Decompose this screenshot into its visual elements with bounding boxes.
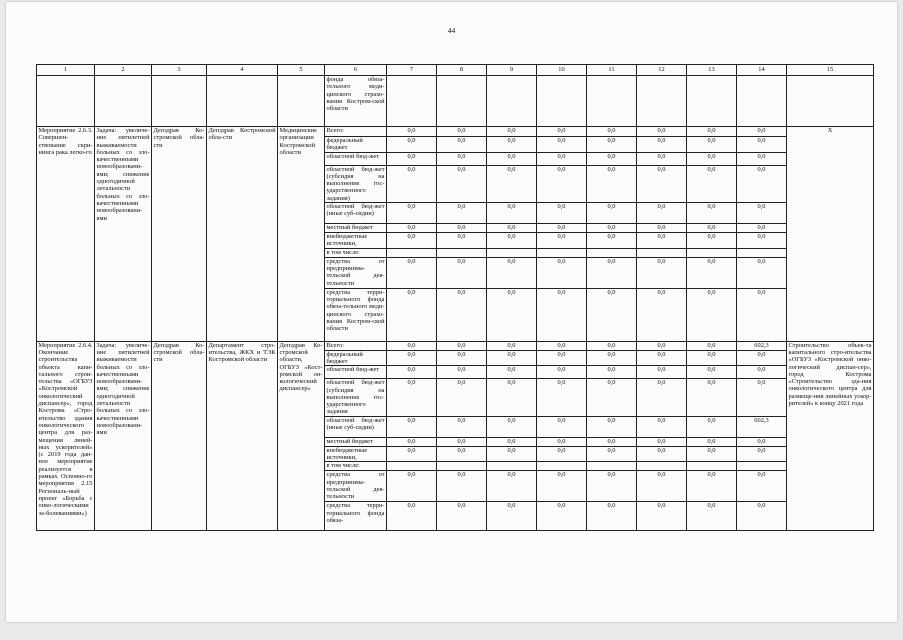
cell-value: 0,0 <box>537 203 587 224</box>
cell-value: 0,0 <box>587 224 637 233</box>
cell-value: 0,0 <box>637 341 687 350</box>
cell-value: 0,0 <box>537 257 587 288</box>
cell-value: 0,0 <box>737 233 787 249</box>
cell-value: 0,0 <box>437 502 487 531</box>
cell-value: 0,0 <box>737 446 787 462</box>
cell-customer: Депздрав Ко-стромской обла-сти <box>152 127 207 342</box>
cell-value: 0,0 <box>537 137 587 153</box>
cell-source: областной бюд-жет <box>325 366 387 379</box>
column-header: 4 <box>207 65 278 76</box>
cell-value <box>437 248 487 257</box>
cell-value: 0,0 <box>537 233 587 249</box>
cell-value: 0,0 <box>537 152 587 165</box>
cell-value: 0,0 <box>387 502 437 531</box>
cell-value: 602,3 <box>737 416 787 437</box>
cell-value: 0,0 <box>587 471 637 502</box>
cell-value: 0,0 <box>587 502 637 531</box>
cell-value: 0,0 <box>587 446 637 462</box>
column-header: 8 <box>437 65 487 76</box>
cell-executor: Депздрав Костромской обла-сти <box>207 127 278 342</box>
cell-empty <box>587 76 637 127</box>
cell-value: 0,0 <box>437 165 487 202</box>
cell-value: 0,0 <box>737 137 787 153</box>
cell-value: 0,0 <box>437 437 487 446</box>
cell-value: 0,0 <box>487 257 537 288</box>
cell-empty <box>537 76 587 127</box>
cell-value: 0,0 <box>387 471 437 502</box>
cell-value: 0,0 <box>637 152 687 165</box>
cell-source: средства терри-ториального фонда обяза- <box>325 502 387 531</box>
cell-value: 0,0 <box>487 137 537 153</box>
cell-value: 0,0 <box>637 502 687 531</box>
cell-value: 0,0 <box>387 341 437 350</box>
cell-value: 602,3 <box>737 341 787 350</box>
cell-source: областной бюд-жет (иные суб-сидии) <box>325 416 387 437</box>
cell-empty <box>95 76 152 127</box>
cell-value: 0,0 <box>637 416 687 437</box>
column-header: 14 <box>737 65 787 76</box>
cell-value: 0,0 <box>587 137 637 153</box>
cell-source: средства от предпринима-тельской дея-тельности <box>326 471 385 501</box>
cell-value: 0,0 <box>437 127 487 137</box>
cell-value: 0,0 <box>737 350 787 366</box>
cell-value: 0,0 <box>687 416 737 437</box>
cell-value: 0,0 <box>537 446 587 462</box>
cell-value: 0,0 <box>587 127 637 137</box>
cell-empty <box>737 76 787 127</box>
cell-value: 0,0 <box>487 350 537 366</box>
cell-value: 0,0 <box>387 152 437 165</box>
cell-value: 0,0 <box>437 233 487 249</box>
cell-source: областной бюд-жет (субсидия на выполнение гос-ударственного задания <box>326 379 385 416</box>
cell-customer: Депздрав Ко-стромской обла-сти <box>152 341 207 531</box>
cell-value: 0,0 <box>437 379 487 416</box>
cell-value: 0,0 <box>487 502 537 531</box>
column-header: 7 <box>387 65 437 76</box>
cell-value: 0,0 <box>737 127 787 137</box>
cell-value <box>737 462 787 471</box>
cell-value: 0,0 <box>587 288 637 341</box>
cell-value: 0,0 <box>587 350 637 366</box>
cell-value: 0,0 <box>387 446 437 462</box>
cell-value: 0,0 <box>737 502 787 531</box>
cell-value: 0,0 <box>537 224 587 233</box>
cell-value: 0,0 <box>737 288 787 341</box>
cell-value: 0,0 <box>387 224 437 233</box>
cell-value: 0,0 <box>537 471 587 502</box>
cell-empty <box>278 76 325 127</box>
header-row <box>37 65 874 76</box>
cell-value: 0,0 <box>487 416 537 437</box>
cell-value: 0,0 <box>587 165 637 202</box>
cell-value: 0,0 <box>387 137 437 153</box>
cell-value: 0,0 <box>437 288 487 341</box>
cell-value <box>487 462 537 471</box>
cell-value: 0,0 <box>387 366 437 379</box>
cell-source: местный бюджет <box>325 437 387 446</box>
cell-value <box>487 248 537 257</box>
column-header: 11 <box>587 65 637 76</box>
cell-value: 0,0 <box>437 257 487 288</box>
cell-value <box>437 462 487 471</box>
cell-source: внебюджетные источники, <box>325 233 387 249</box>
cell-value: 0,0 <box>387 350 437 366</box>
cell-value: 0,0 <box>387 416 437 437</box>
cell-source: федеральный бюджет <box>325 350 387 366</box>
cell-value: 0,0 <box>637 257 687 288</box>
column-header: 10 <box>537 65 587 76</box>
cell-value: 0,0 <box>637 379 687 416</box>
cell-value: 0,0 <box>637 127 687 137</box>
cell-value <box>637 248 687 257</box>
cell-value: 0,0 <box>487 471 537 502</box>
cell-value: 0,0 <box>587 437 637 446</box>
cell-value: 0,0 <box>637 446 687 462</box>
cell-value: 0,0 <box>687 137 737 153</box>
cell-value: 0,0 <box>437 203 487 224</box>
cell-value: 0,0 <box>687 288 737 341</box>
cell-source: Всего: <box>325 127 387 137</box>
cell-empty <box>787 76 874 127</box>
cell-source: средства терри-ториального фонда обяза-тельного меди-цинского страхо-вания Костром-ской области <box>325 288 387 341</box>
cell-value: 0,0 <box>537 366 587 379</box>
cell-value: 0,0 <box>487 224 537 233</box>
cell-value: 0,0 <box>487 127 537 137</box>
cell-value: 0,0 <box>637 165 687 202</box>
cell-value <box>587 248 637 257</box>
cell-value: 0,0 <box>687 350 737 366</box>
cell-value: 0,0 <box>737 257 787 288</box>
cell-value: 0,0 <box>687 224 737 233</box>
cell-value: 0,0 <box>737 437 787 446</box>
cell-value: 0,0 <box>637 471 687 502</box>
cell-value: 0,0 <box>637 137 687 153</box>
cell-event: Мероприятие 2.6.4. Окончание строительства объекта капи-тального строи-тельства «ОГБУЗ «Костромской онкологический диспансер», город Кострома «Стро-ительство здания онкологического центра для раз-мещения линей-ных ускорителей» (с 2019 года дан-ное мероприятие реализуется в рамках Основно-го мероприятия 2.15 Региональ-ный проект «Борьба с онко-логическими за-болеваниями») <box>37 341 95 531</box>
cell-mark: Х <box>787 127 874 342</box>
column-header: 12 <box>637 65 687 76</box>
cell-value <box>687 462 737 471</box>
cell-value: 0,0 <box>387 379 437 416</box>
cell-source: внебюджетные источники, <box>325 446 387 462</box>
cell-value: 0,0 <box>687 446 737 462</box>
page-number: 44 <box>447 26 456 35</box>
cell-value <box>737 248 787 257</box>
column-header: 1 <box>37 65 95 76</box>
table-row <box>37 341 874 350</box>
cell-participants: Медицинские организации Костромской области <box>278 127 325 342</box>
cell-value: 0,0 <box>487 437 537 446</box>
cell-value: 0,0 <box>687 233 737 249</box>
cell-value: 0,0 <box>537 416 587 437</box>
cell-value: 0,0 <box>687 257 737 288</box>
cell-value: 0,0 <box>437 446 487 462</box>
cell-value: 0,0 <box>387 165 437 202</box>
cell-value: 0,0 <box>637 350 687 366</box>
cell-value: 0,0 <box>587 152 637 165</box>
cell-value: 0,0 <box>537 165 587 202</box>
cell-value: 0,0 <box>687 152 737 165</box>
cell-value: 0,0 <box>637 203 687 224</box>
cell-value <box>687 248 737 257</box>
cell-value: 0,0 <box>437 366 487 379</box>
cell-value: 0,0 <box>537 379 587 416</box>
cell-value: 0,0 <box>537 350 587 366</box>
cell-value: 0,0 <box>637 366 687 379</box>
cell-event: Мероприятие 2.6.3. Совершен-ствование скри-нинга рака легко-го <box>37 127 95 342</box>
cell-value <box>537 462 587 471</box>
cell-value: 0,0 <box>687 165 737 202</box>
cell-participants: Депздрав Ко-стромской области, ОГБУЗ «Кост-ромской он-кологический диспансер» <box>278 341 325 531</box>
cell-task: Задача: увеличе-ние пятилетней выживаемости больных со зло-качественными новообразовани-ями; снижение одногодичной летальности больных со зло-качественными новообразовани-ями <box>95 341 152 531</box>
cell-value <box>537 248 587 257</box>
cell-empty <box>437 76 487 127</box>
cell-value: 0,0 <box>487 233 537 249</box>
cell-value: 0,0 <box>737 366 787 379</box>
cell-value: 0,0 <box>437 137 487 153</box>
cell-value: 0,0 <box>587 233 637 249</box>
cell-empty <box>152 76 207 127</box>
table-row <box>37 127 874 137</box>
cell-value: 0,0 <box>737 379 787 416</box>
cell-value: 0,0 <box>537 127 587 137</box>
column-header: 3 <box>152 65 207 76</box>
cell-value: 0,0 <box>737 224 787 233</box>
cell-value: 0,0 <box>737 165 787 202</box>
cell-value: 0,0 <box>587 203 637 224</box>
budget-table <box>36 64 874 531</box>
cell-value: 0,0 <box>487 203 537 224</box>
cell-value: 0,0 <box>687 203 737 224</box>
cell-value: 0,0 <box>487 288 537 341</box>
cell-value: 0,0 <box>437 350 487 366</box>
cell-value: 0,0 <box>687 437 737 446</box>
cell-value: 0,0 <box>687 127 737 137</box>
cell-source: областной бюд-жет <box>325 152 387 165</box>
cell-source: местный бюджет <box>325 224 387 233</box>
cell-value: 0,0 <box>687 502 737 531</box>
cell-value: 0,0 <box>637 233 687 249</box>
cell-value: 0,0 <box>587 366 637 379</box>
cell-executor: Департамент стро-ительства, ЖКХ и ТЭК Костромской области <box>207 341 278 531</box>
cell-value: 0,0 <box>487 366 537 379</box>
cell-value: 0,0 <box>437 224 487 233</box>
cell-value: 0,0 <box>487 446 537 462</box>
cell-empty <box>207 76 278 127</box>
cell-value: 0,0 <box>687 379 737 416</box>
cell-source: областной бюд-жет (субсидия на выполнение гос-ударственного задания) <box>326 165 385 202</box>
cell-source: областной бюд-жет (иные суб-сидии) <box>325 203 387 224</box>
cell-value: 0,0 <box>387 288 437 341</box>
cell-value: 0,0 <box>387 233 437 249</box>
column-header: 6 <box>325 65 387 76</box>
cell-value: 0,0 <box>737 471 787 502</box>
cell-source: фонда обяза-тельного меди-цинского страхо-вания Костром-ской области <box>325 76 387 127</box>
cell-empty <box>37 76 95 127</box>
cell-value: 0,0 <box>487 379 537 416</box>
cell-value: 0,0 <box>587 416 637 437</box>
cell-value: 0,0 <box>387 127 437 137</box>
cell-empty <box>687 76 737 127</box>
cell-value <box>587 462 637 471</box>
column-header: 5 <box>278 65 325 76</box>
cell-value: 0,0 <box>637 437 687 446</box>
cell-value: 0,0 <box>687 341 737 350</box>
cell-value: 0,0 <box>537 288 587 341</box>
cell-value: 0,0 <box>737 203 787 224</box>
cell-value: 0,0 <box>687 366 737 379</box>
cell-value: 0,0 <box>437 152 487 165</box>
cell-empty <box>637 76 687 127</box>
cell-value <box>637 462 687 471</box>
cell-task: Задача: увеличе-ние пятилетней выживаемости больных со зло-качественными новообразовани-ями; снижение одногодичной летальности больных со зло-качественными новообразовани-ями <box>95 127 152 342</box>
cell-value: 0,0 <box>487 341 537 350</box>
cell-source: Всего: <box>325 341 387 350</box>
cell-value: 0,0 <box>437 471 487 502</box>
cell-value <box>387 462 437 471</box>
cell-source: в том числе: <box>325 248 387 257</box>
cell-result: Строительство объек-та капитального стро-ительства «ОГБУЗ «Костромской онко-логический диспан-сер», город Кострома «Строительство зда-ния онкологического центра для размеще-ния линейных ускор-рителей» к концу 2021 года <box>787 341 874 531</box>
cell-value: 0,0 <box>387 257 437 288</box>
column-header: 13 <box>687 65 737 76</box>
cell-source: в том числе: <box>325 462 387 471</box>
cell-value: 0,0 <box>387 203 437 224</box>
cell-value: 0,0 <box>737 152 787 165</box>
cell-value: 0,0 <box>437 416 487 437</box>
cell-source: федеральный бюджет <box>325 137 387 153</box>
column-header: 9 <box>487 65 537 76</box>
cell-empty <box>487 76 537 127</box>
cell-value: 0,0 <box>687 471 737 502</box>
cell-value: 0,0 <box>637 288 687 341</box>
cell-empty <box>387 76 437 127</box>
cell-value: 0,0 <box>637 224 687 233</box>
cell-value: 0,0 <box>537 437 587 446</box>
document-page <box>6 2 897 622</box>
column-header: 2 <box>95 65 152 76</box>
cell-value: 0,0 <box>587 379 637 416</box>
cell-value: 0,0 <box>437 341 487 350</box>
cell-value: 0,0 <box>487 152 537 165</box>
cell-value: 0,0 <box>587 341 637 350</box>
cell-value: 0,0 <box>387 437 437 446</box>
cell-value: 0,0 <box>587 257 637 288</box>
cell-value: 0,0 <box>537 341 587 350</box>
column-header: 15 <box>787 65 874 76</box>
cell-value <box>387 248 437 257</box>
continuation-row <box>37 76 874 127</box>
cell-value: 0,0 <box>537 502 587 531</box>
cell-source: средства от предпринима-тельской дея-тельности <box>326 257 385 287</box>
cell-value: 0,0 <box>487 165 537 202</box>
